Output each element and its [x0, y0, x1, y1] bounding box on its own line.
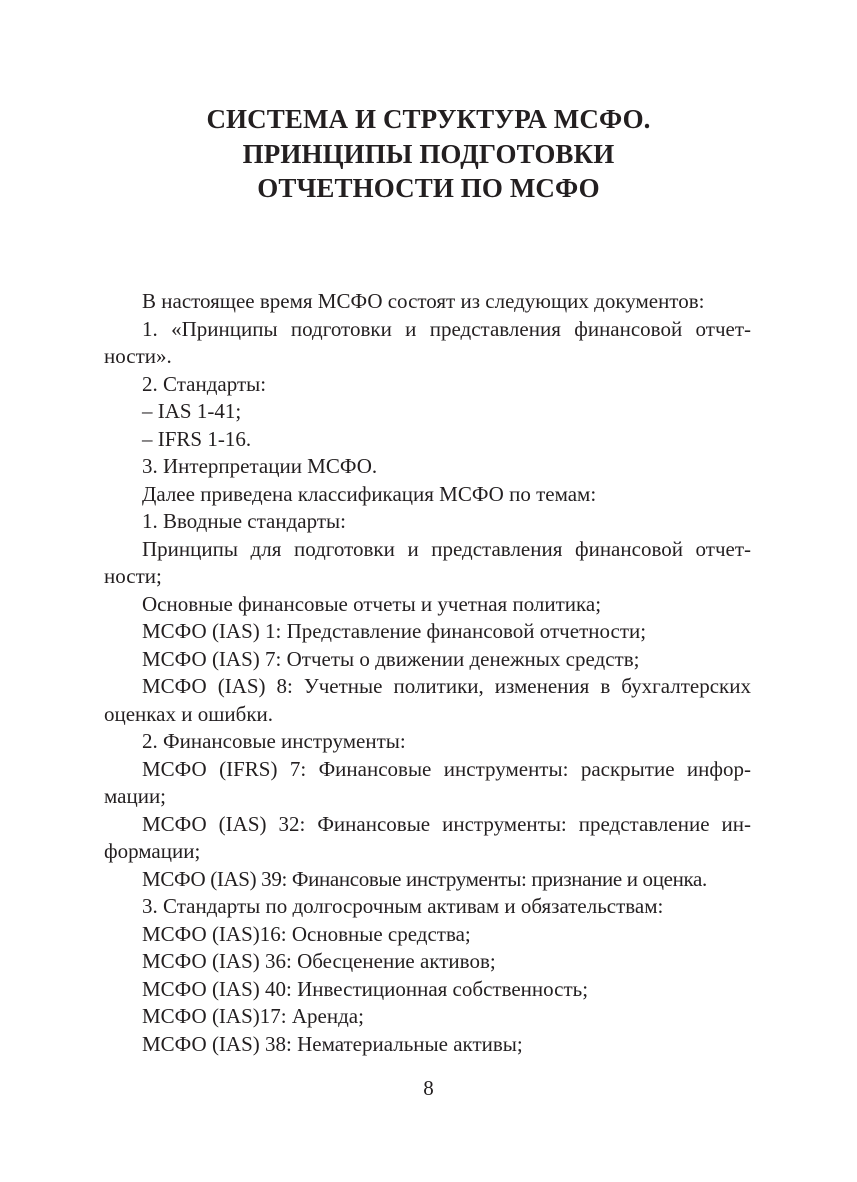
paragraph: МСФО (IAS) 40: Инвестиционная собственность; [142, 976, 589, 1001]
chapter-title-line: ПРИНЦИПЫ ПОДГОТОВКИ [242, 138, 615, 169]
chapter-title-line: ОТЧЕТНОСТИ ПО МСФО [257, 173, 600, 204]
paragraph-line: 1. «Принципы подготовки и представления финансовой отчет- [142, 316, 751, 341]
chapter-title [0, 102, 857, 206]
paragraph: – IFRS 1-16. [142, 426, 252, 451]
paragraph: – IAS 1-41; [142, 399, 242, 423]
paragraph [104, 811, 751, 866]
paragraph-line: МСФО (IAS) 32: Финансовые инструменты: представление ин- [142, 811, 751, 836]
paragraph-line: ности». [104, 344, 172, 368]
paragraph: МСФО (IAS)16: Основные средства; [142, 921, 471, 946]
paragraph: 1. Вводные стандарты: [142, 509, 346, 533]
body-text [104, 288, 751, 1058]
paragraph [104, 316, 751, 371]
paragraph: 3. Интерпретации МСФО. [142, 454, 378, 478]
chapter-title-line: СИСТЕМА И СТРУКТУРА МСФО. [206, 104, 651, 135]
paragraph: МСФО (IAS) 36: Обесценение активов; [142, 949, 496, 973]
paragraph: МСФО (IAS) 38: Нематериальные активы; [142, 1031, 523, 1056]
paragraph-line: МСФО (IAS) 8: Учетные политики, изменения в бухгалтерских [142, 674, 751, 698]
paragraph: МСФО (IAS) 1: Представление финансовой отчетности; [142, 619, 647, 643]
paragraph-line: формации; [104, 839, 201, 863]
paragraph [104, 536, 751, 591]
paragraph [104, 756, 751, 811]
paragraph: МСФО (IAS)17: Аренда; [142, 1004, 364, 1028]
paragraph: МСФО (IAS) 7: Отчеты о движении денежных средств; [142, 646, 640, 671]
paragraph: МСФО (IAS) 39: Финансовые инструменты: признание и оценка. [142, 866, 707, 891]
paragraph: Основные финансовые отчеты и учетная политика; [142, 591, 602, 616]
paragraph: 2. Стандарты: [142, 371, 267, 396]
paragraph: В настоящее время МСФО состоят из следующих документов: [142, 289, 705, 313]
paragraph-line: ности; [104, 564, 162, 588]
paragraph [104, 673, 751, 728]
paragraph-line: МСФО (IFRS) 7: Финансовые инструменты: раскрытие инфор- [142, 756, 751, 781]
paragraph: 3. Стандарты по долгосрочным активам и обязательствам: [142, 894, 664, 918]
paragraph: Далее приведена классификация МСФО по темам: [142, 481, 597, 506]
paragraph: 2. Финансовые инструменты: [142, 729, 406, 753]
page-number: 8 [423, 1076, 434, 1100]
paragraph-line: Принципы для подготовки и представления финансовой отчет- [142, 536, 751, 561]
paragraph-line: мации; [104, 784, 167, 808]
paragraph-line: оценках и ошибки. [104, 701, 274, 726]
